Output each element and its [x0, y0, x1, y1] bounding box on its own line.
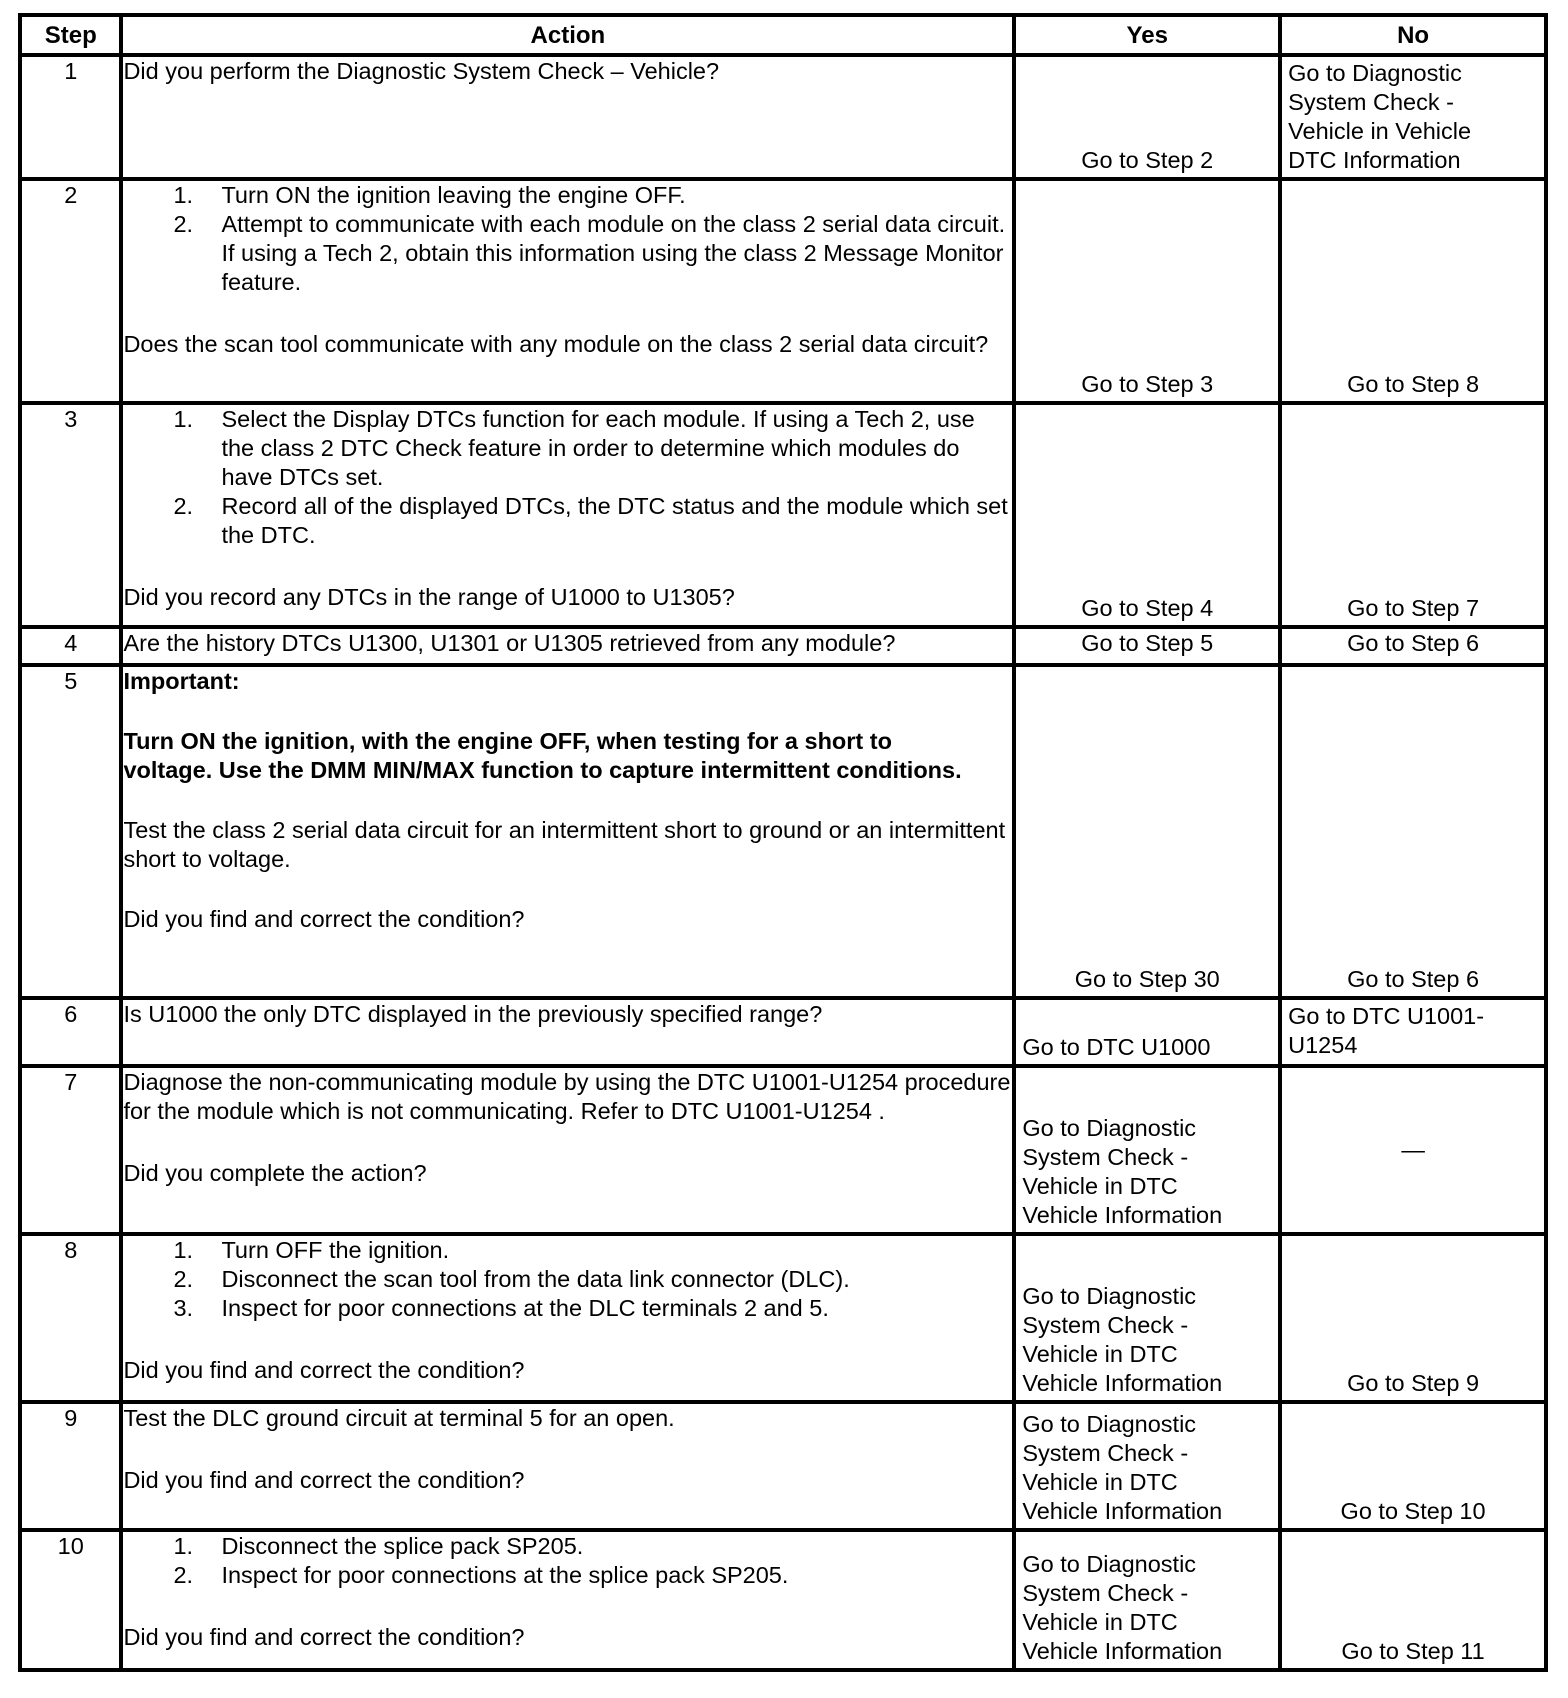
list-item: 2. Disconnect the scan tool from the data link connector (DLC).: [173, 1266, 850, 1292]
yes-result: Go to Diagnostic System Check - Vehicle in DTC Vehicle Information: [1022, 1283, 1223, 1396]
action-question: Did you find and correct the condition?: [123, 1624, 525, 1650]
action-cell: [121, 1402, 1014, 1530]
yes-result: Go to Step 5: [1081, 630, 1214, 656]
table-row: [20, 665, 1546, 998]
action-question: Does the scan tool communicate with any module on the class 2 serial data circuit?: [123, 331, 989, 357]
step-number: 8: [20, 1234, 121, 1402]
yes-cell: [1014, 1234, 1280, 1402]
action-cell: [121, 1530, 1014, 1670]
action-cell: [121, 403, 1014, 627]
table-row: [20, 55, 1546, 179]
no-cell: [1280, 627, 1546, 665]
table-row: [20, 1402, 1546, 1530]
step-number: 7: [20, 1066, 121, 1234]
table-row: [20, 627, 1546, 665]
action-question: Did you find and correct the condition?: [123, 1357, 525, 1383]
step-number: 9: [20, 1402, 121, 1530]
no-result: Go to Step 11: [1341, 1638, 1485, 1664]
no-result: Go to Step 6: [1347, 630, 1480, 656]
list-item: 2. Inspect for poor connections at the splice pack SP205.: [173, 1562, 789, 1588]
yes-cell: [1014, 1402, 1280, 1530]
yes-cell: [1014, 1066, 1280, 1234]
yes-result: Go to Diagnostic System Check - Vehicle in DTC Vehicle Information: [1022, 1411, 1223, 1524]
no-cell: [1280, 1066, 1546, 1234]
header-yes: Yes: [1014, 15, 1280, 55]
no-result: Go to Step 9: [1347, 1370, 1480, 1396]
list-item: 2. Record all of the displayed DTCs, the DTC status and the module which set the DTC.: [173, 493, 1008, 548]
step-number: 6: [20, 998, 121, 1066]
action-steps: [123, 181, 1012, 297]
no-cell: [1280, 55, 1546, 179]
action-instruction: Test the class 2 serial data circuit for an intermittent short to ground or an intermittent short to voltage.: [123, 817, 1006, 872]
no-result: Go to Step 6: [1347, 966, 1480, 992]
table-row: [20, 403, 1546, 627]
list-item: 1. Select the Display DTCs function for each module. If using a Tech 2, use the class 2 DTC Check feature in order to determine which modules do have DTCs set.: [173, 406, 975, 490]
no-cell: [1280, 665, 1546, 998]
step-number: 5: [20, 665, 121, 998]
yes-cell: [1014, 55, 1280, 179]
no-result: Go to DTC U1001-U1254: [1288, 1003, 1485, 1058]
action-question: Did you complete the action?: [123, 1160, 427, 1186]
no-cell: [1280, 998, 1546, 1066]
action-cell: [121, 998, 1014, 1066]
table-row: [20, 998, 1546, 1066]
yes-result: Go to Diagnostic System Check - Vehicle in DTC Vehicle Information: [1022, 1115, 1223, 1228]
header-row: [20, 15, 1546, 55]
header-no: No: [1280, 15, 1546, 55]
action-cell: [121, 55, 1014, 179]
yes-result: Go to Step 2: [1081, 147, 1214, 173]
step-number: 10: [20, 1530, 121, 1670]
action-instruction: Diagnose the non-communicating module by using the DTC U1001-U1254 procedure for the module which is not communicating. Refer to DTC U1001-U1254 .: [123, 1069, 1011, 1124]
action-question: Are the history DTCs U1300, U1301 or U1305 retrieved from any module?: [123, 630, 896, 656]
action-question: Did you find and correct the condition?: [123, 906, 525, 932]
diagnostic-table: [18, 13, 1548, 1672]
list-item: 3. Inspect for poor connections at the DLC terminals 2 and 5.: [173, 1295, 829, 1321]
action-cell: [121, 1234, 1014, 1402]
table-row: [20, 179, 1546, 403]
no-result: Go to Step 7: [1347, 595, 1480, 621]
no-result: Go to Step 10: [1340, 1498, 1486, 1524]
no-cell: [1280, 1530, 1546, 1670]
yes-cell: [1014, 998, 1280, 1066]
header-action: Action: [121, 15, 1014, 55]
yes-result: Go to Step 3: [1081, 371, 1214, 397]
yes-result: Go to Step 30: [1074, 966, 1220, 992]
table-row: [20, 1530, 1546, 1670]
step-number: 2: [20, 179, 121, 403]
action-steps: [123, 1236, 1012, 1323]
action-instruction: Test the DLC ground circuit at terminal 5 for an open.: [123, 1405, 675, 1431]
yes-cell: [1014, 665, 1280, 998]
list-item: 1. Disconnect the splice pack SP205.: [173, 1533, 584, 1559]
no-cell: [1280, 179, 1546, 403]
important-label: Important:: [123, 668, 240, 694]
action-cell: [121, 179, 1014, 403]
yes-cell: [1014, 627, 1280, 665]
yes-result: Go to Diagnostic System Check - Vehicle in DTC Vehicle Information: [1022, 1551, 1223, 1664]
no-cell: [1280, 1234, 1546, 1402]
no-result: Go to Step 8: [1347, 371, 1480, 397]
no-cell: [1280, 1402, 1546, 1530]
no-cell: [1280, 403, 1546, 627]
action-steps: [123, 1532, 1012, 1590]
no-result: —: [1401, 1136, 1425, 1163]
action-steps: [123, 405, 1012, 550]
action-question: Did you find and correct the condition?: [123, 1467, 525, 1493]
list-item: 2. Attempt to communicate with each module on the class 2 serial data circuit. If using a Tech 2, obtain this information using the class 2 Message Monitor feature.: [173, 211, 1006, 295]
list-item: 1. Turn ON the ignition leaving the engine OFF.: [173, 182, 686, 208]
action-question: Is U1000 the only DTC displayed in the previously specified range?: [123, 1001, 823, 1027]
action-cell: [121, 665, 1014, 998]
step-number: 4: [20, 627, 121, 665]
step-number: 3: [20, 403, 121, 627]
yes-result: Go to DTC U1000: [1022, 1034, 1211, 1060]
step-number: 1: [20, 55, 121, 179]
table-row: [20, 1234, 1546, 1402]
action-cell: [121, 1066, 1014, 1234]
no-result: Go to Diagnostic System Check - Vehicle in Vehicle DTC Information: [1288, 60, 1472, 173]
list-item: 1. Turn OFF the ignition.: [173, 1237, 450, 1263]
yes-cell: [1014, 1530, 1280, 1670]
table-row: [20, 1066, 1546, 1234]
important-text: Turn ON the ignition, with the engine OFF, when testing for a short to voltage. Use the DMM MIN/MAX function to capture intermittent conditions.: [123, 728, 962, 783]
action-cell: [121, 627, 1014, 665]
action-question: Did you perform the Diagnostic System Check – Vehicle?: [123, 58, 720, 84]
yes-cell: [1014, 403, 1280, 627]
yes-result: Go to Step 4: [1081, 595, 1214, 621]
action-question: Did you record any DTCs in the range of U1000 to U1305?: [123, 584, 735, 610]
header-step: Step: [20, 15, 121, 55]
yes-cell: [1014, 179, 1280, 403]
